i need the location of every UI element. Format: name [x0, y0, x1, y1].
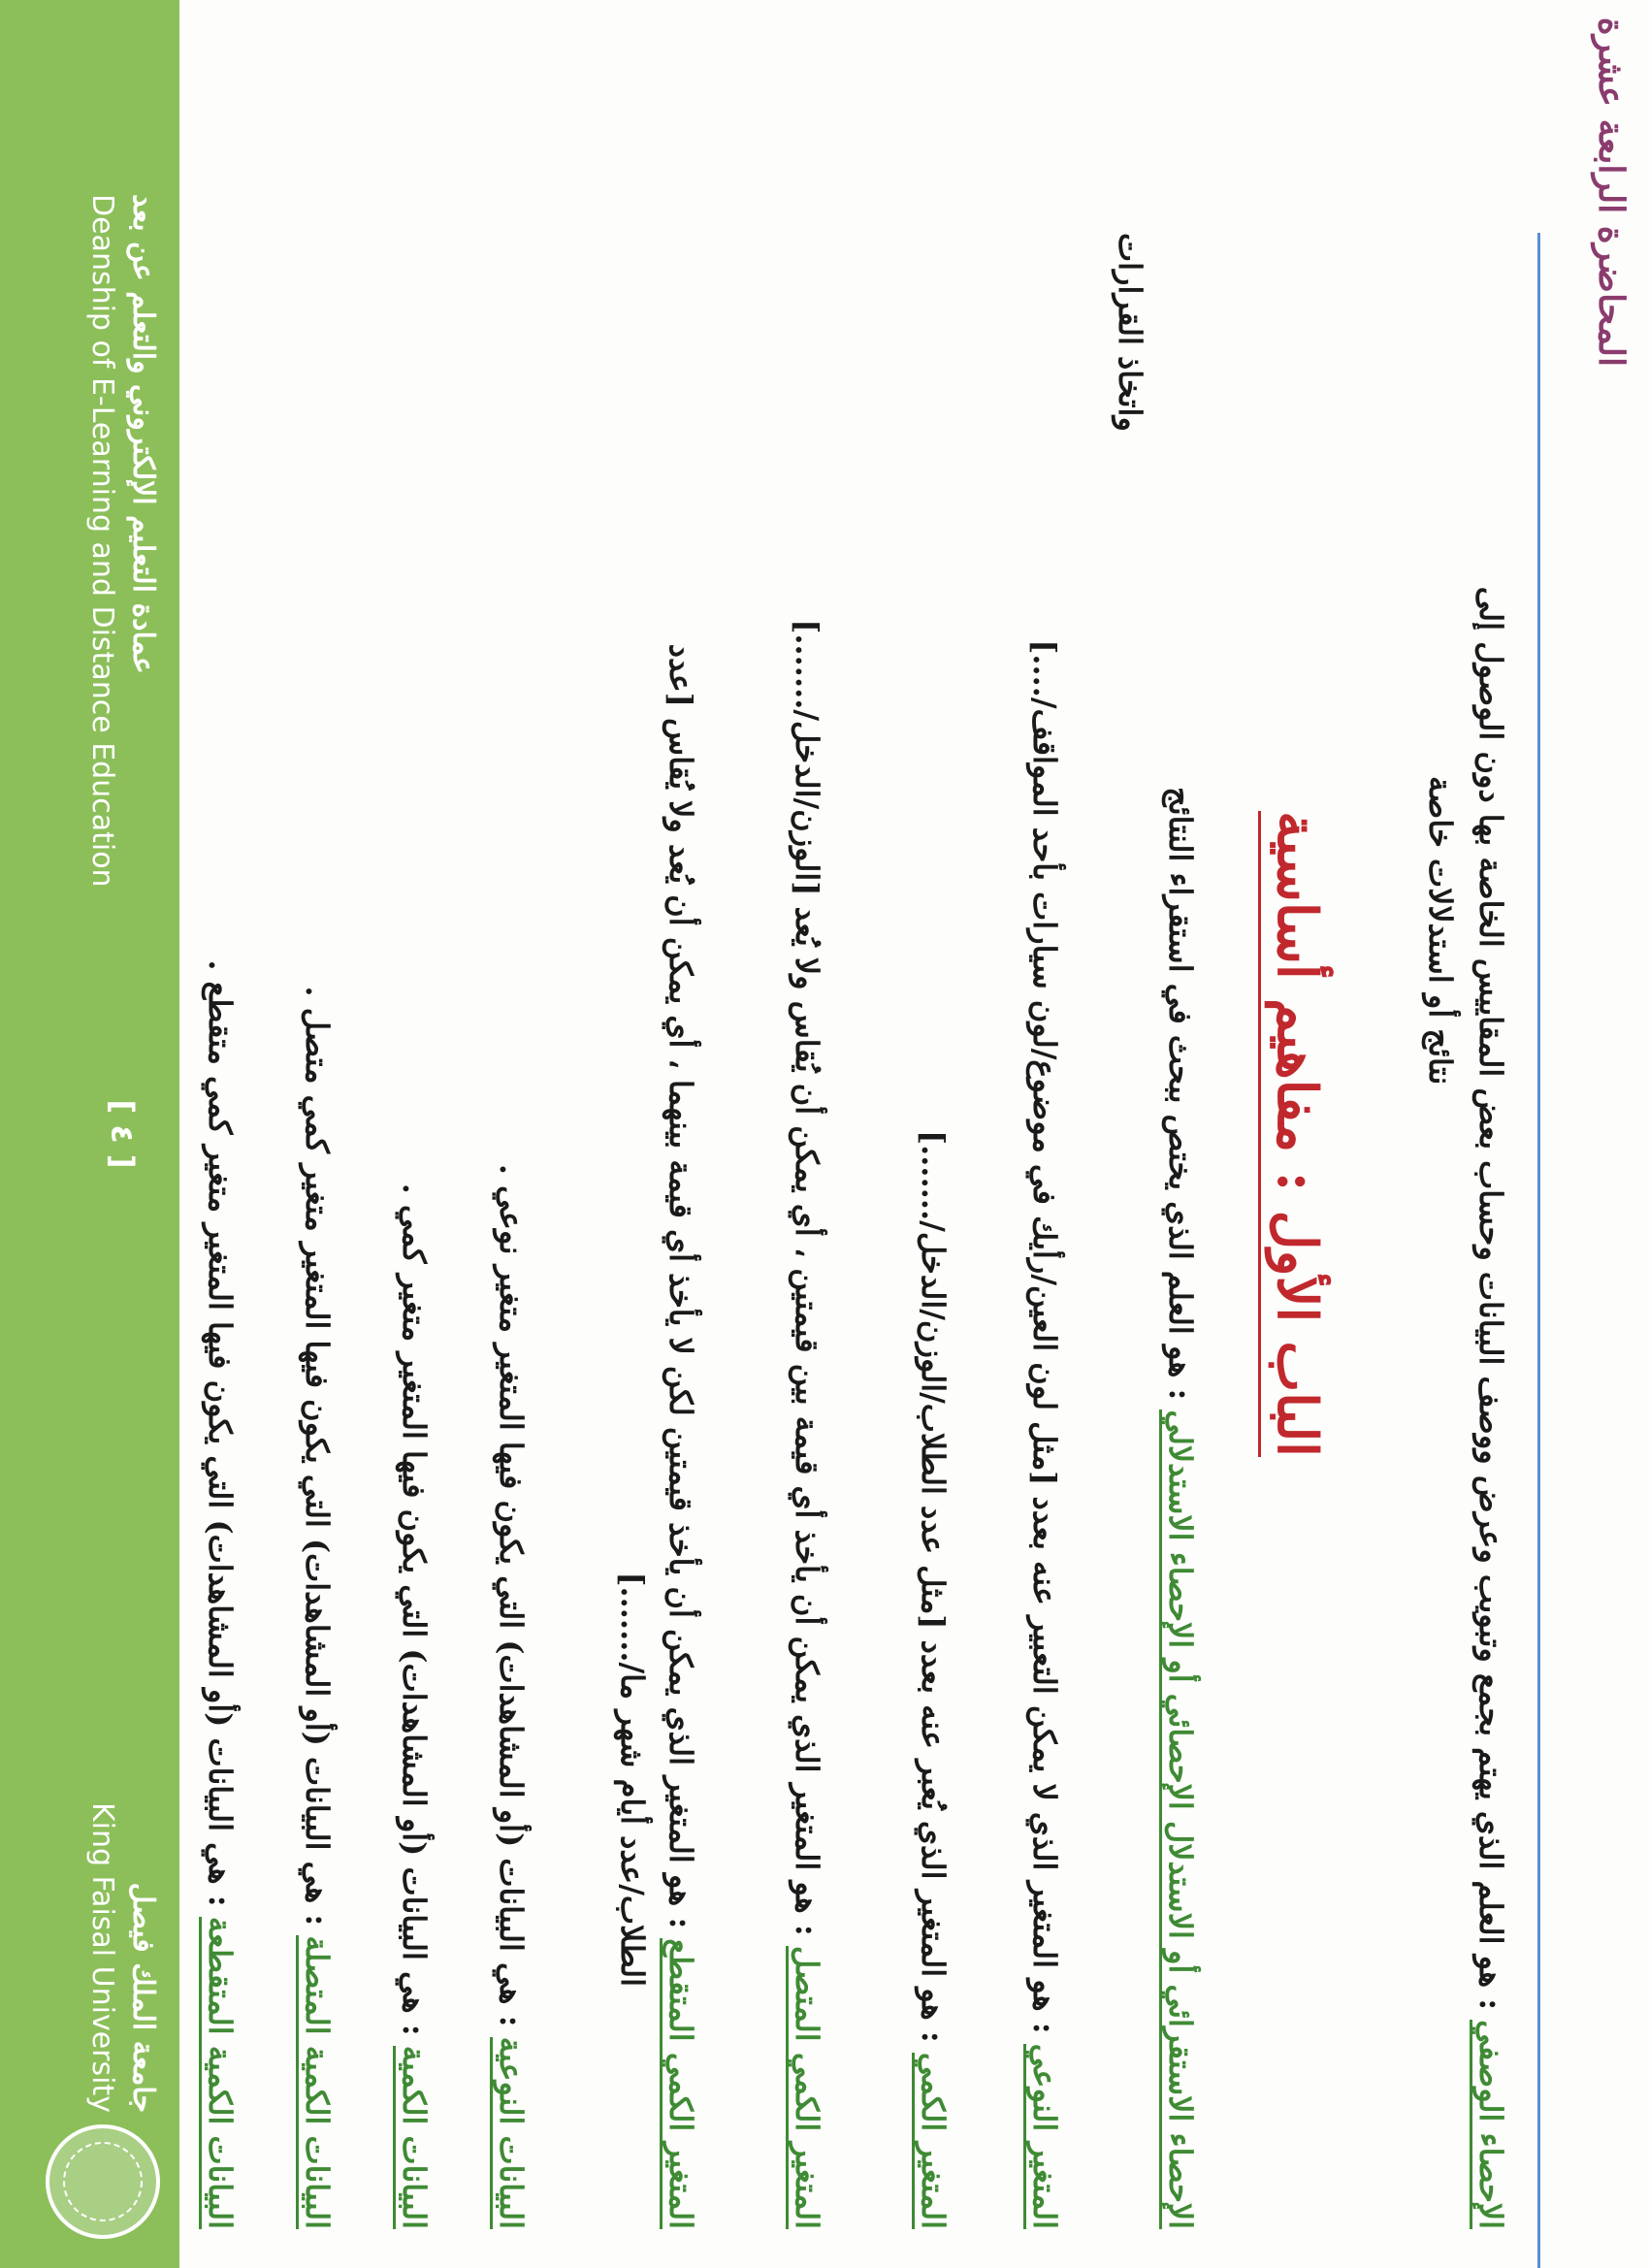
definition-quantitative-variable — [911, 233, 955, 2229]
deanship-name-en: Deanship of E-Learning and Distance Education — [85, 194, 119, 888]
university-name-en: King Faisal University — [85, 1801, 119, 2113]
definition-term: البيانات الكمية — [393, 2046, 433, 2229]
lecture-label: المحاضرة الرابعة عشرة — [1591, 16, 1632, 367]
university-name-ar: جامعة الملك فيصل — [126, 1882, 160, 2113]
definition-continuation: الطلاب/عدد أيام شهر ما/.......] — [614, 1571, 651, 1987]
definition-qualitative-data — [489, 233, 534, 2229]
definition-continuous-variable — [785, 233, 829, 2229]
definition-text: هو المتغير الذي لا يمكن التعبير عنه بعدد [مثل لون العين/رأيك في موضوع/لون سيارات بأحد المواقف/....] — [1026, 639, 1063, 2012]
colon-separator: : — [915, 2020, 952, 2043]
definition-text: هو العلم الذي يختص ببحث في استقراء النتائج — [1162, 787, 1199, 1378]
colon-separator: : — [396, 2013, 433, 2036]
definition-text: هي البيانات (أو المشاهدات) التي يكون فيها المتغير متغير كمي متصل . — [299, 986, 336, 1904]
definition-qualitative-variable — [1022, 233, 1067, 2229]
definition-inferential-statistics — [1108, 233, 1203, 2229]
page-title — [1258, 0, 1329, 2268]
definition-term: المتغير الكمي المتقطع — [660, 1938, 699, 2229]
definition-continuation: واتخاذ القرارات — [1112, 233, 1148, 432]
definition-discrete-data — [198, 233, 242, 2229]
definition-continuous-data — [295, 233, 340, 2229]
definition-text: هي البيانات (أو المشاهدات) التي يكون فيها المتغير متغير كمي متقطع . — [202, 959, 239, 1885]
page-number: [ ٤ ] — [104, 1099, 141, 1169]
definition-term: المتغير الكمي — [912, 2053, 952, 2229]
definition-term: الإحصاء الوصفي — [1470, 2020, 1509, 2229]
colon-separator: : — [663, 1906, 699, 1929]
colon-separator: : — [202, 1884, 239, 1907]
definition-text: هو المتغير الذي يمكن أن يأخذ قيمتين لكن لا يأخذ أي قيمة بينهما ، أي يمكن أن يُعد ولا يُقاس [عدد — [663, 643, 699, 1907]
definition-quantitative-data — [392, 233, 436, 2229]
deanship-name-ar: عمادة التعليم الإلكتروني والتعلم عن بعد — [126, 194, 160, 674]
colon-separator: : — [1026, 2011, 1063, 2034]
page-title-text: الباب الأول : مفاهيم أساسية — [1258, 811, 1329, 1457]
definition-text: هي البيانات (أو المشاهدات) التي يكون فيها المتغير متغير نوعي . — [493, 1163, 530, 2005]
colon-separator: : — [1162, 1377, 1199, 1401]
colon-separator: : — [789, 1913, 825, 1936]
definition-term: البيانات الكمية المتصلة — [296, 1935, 336, 2229]
footer-band — [0, 0, 179, 2268]
colon-separator: : — [1472, 1988, 1509, 2011]
definition-term: الإحصاء الاستقرائي أو الاستدلال الإحصائي أو الإحصاء الاستدلالي — [1159, 1409, 1199, 2229]
definition-text: هي البيانات (أو المشاهدات) التي يكون فيها المتغير متغير كمي . — [396, 1183, 433, 2014]
definition-continuation: نتائج أو استدلالات خاصة — [1422, 776, 1459, 1085]
definition-term: المتغير الكمي المتصل — [786, 1946, 825, 2229]
definition-term: البيانات الكمية المتقطعة — [199, 1917, 239, 2229]
definition-text: هو العلم الذي يهتم بجمع وتبويب وعرض ووصف البيانات وحساب بعض المقاييس الخاصة بها دون الوصول إلى — [1472, 586, 1509, 1989]
definition-text: هو المتغير الذي يُعبر عنه بعدد [مثل عدد الطلاب/الوزن/الدخل/.......] — [915, 1130, 952, 2021]
colon-separator: : — [299, 1903, 336, 1927]
definition-discrete-variable — [610, 233, 703, 2229]
university-seal-icon — [46, 2124, 160, 2239]
header-rule — [1537, 233, 1540, 2268]
colon-separator: : — [493, 2004, 530, 2027]
definition-descriptive-statistics — [1418, 233, 1513, 2229]
definition-text: هو المتغير الذي يمكن أن يأخذ أي قيمة بين قيمتين ، أي يمكن أن يُقاس ولا يُعد [الوزن/الدخل/.......] — [789, 619, 825, 1914]
definition-term: المتغير النوعي — [1023, 2044, 1063, 2229]
definition-term: البيانات النوعية — [490, 2037, 530, 2229]
